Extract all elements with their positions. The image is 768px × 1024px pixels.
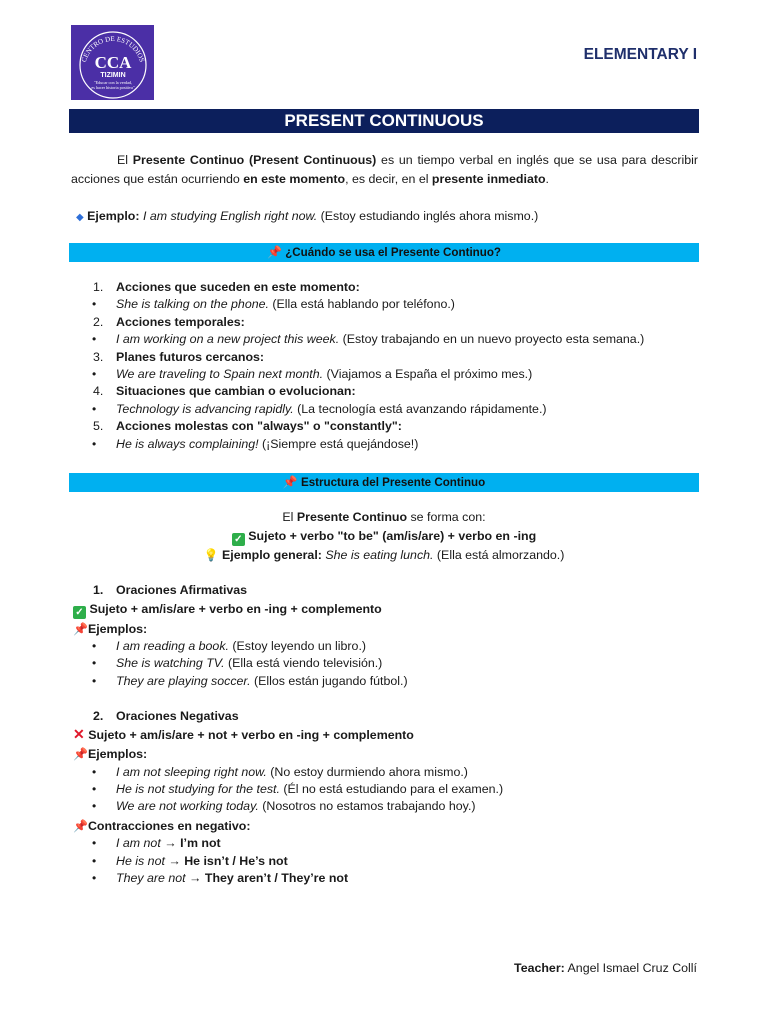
arrow-right-icon: →	[168, 854, 181, 868]
list-item: They are playing soccer. (Ellos están jugando fútbol.)	[116, 674, 408, 688]
list-item: We are not working today. (Nosotros no estamos trabajando hoy.)	[116, 799, 476, 813]
example-line: ◆ Ejemplo: I am studying English right now. (Estoy estudiando inglés ahora mismo.)	[76, 209, 539, 223]
intro-paragraph: El Presente Continuo (Present Continuous) es un tiempo verbal en inglés que se usa para describir acciones que están ocurriendo en este momento, es decir, en el presente inmediato.	[71, 153, 698, 186]
general-example: 💡 Ejemplo general: She is eating lunch. (Ella está almorzando.)	[203, 548, 565, 562]
negative-title: Oraciones Negativas	[116, 709, 239, 723]
bullet-icon: •	[92, 799, 97, 813]
check-icon: ✓	[73, 606, 86, 619]
bullet-icon: •	[92, 297, 97, 311]
list-item: She is talking on the phone. (Ella está hablando por teléfono.)	[116, 297, 455, 311]
negative-formula: ✕ Sujeto + am/is/are + not + verbo en -ing + complemento	[73, 726, 414, 742]
bullet-icon: •	[92, 402, 97, 416]
logo-motto-2: es hacer historia positiva"	[91, 85, 135, 90]
section-heading-structure: 📌 Estructura del Presente Continuo	[69, 473, 699, 492]
list-item: He is always complaining! (¡Siempre está quejándose!)	[116, 437, 419, 451]
affirmative-title: Oraciones Afirmativas	[116, 583, 248, 597]
bullet-icon: •	[92, 639, 97, 653]
list-item-title: Planes futuros cercanos:	[116, 350, 265, 364]
bullet-icon: •	[92, 854, 97, 868]
list-number: 4.	[93, 384, 104, 398]
affirmative-examples-label: 📌Ejemplos:	[73, 622, 148, 636]
bullet-icon: •	[92, 674, 97, 688]
bullet-icon: •	[92, 332, 97, 346]
cross-icon: ✕	[73, 726, 85, 742]
lightbulb-icon: 💡	[203, 548, 219, 562]
structure-formula: ✓ Sujeto + verbo "to be" (am/is/are) + verbo en -ing	[69, 528, 699, 546]
arrow-right-icon: →	[189, 871, 202, 885]
check-icon: ✓	[232, 533, 245, 546]
list-item: I am reading a book. (Estoy leyendo un libro.)	[116, 639, 367, 653]
structure-intro: El Presente Continuo se forma con:	[282, 510, 486, 524]
course-level: ELEMENTARY I	[583, 46, 697, 63]
list-item-title: Acciones que suceden en este momento:	[116, 280, 360, 294]
page-title: PRESENT CONTINUOUS	[69, 109, 699, 133]
contraction-item: He is not → He isn’t / He’s not	[116, 854, 288, 868]
section-heading-when: 📌 ¿Cuándo se usa el Presente Continuo?	[69, 243, 699, 262]
list-item: She is watching TV. (Ella está viendo televisión.)	[116, 656, 383, 670]
pushpin-icon: 📌	[73, 747, 88, 761]
list-number: 3.	[93, 350, 104, 364]
contractions-label: 📌Contracciones en negativo:	[73, 819, 251, 833]
list-number: 1.	[93, 280, 104, 294]
teacher-credit: Teacher: Angel Ismael Cruz Collí	[514, 961, 697, 975]
list-item: I am not sleeping right now. (No estoy durmiendo ahora mismo.)	[116, 765, 468, 779]
negative-examples-label: 📌Ejemplos:	[73, 747, 148, 761]
contraction-item: They are not → They aren’t / They’re not	[116, 871, 349, 885]
list-item-title: Acciones molestas con "always" o "constantly":	[116, 419, 402, 433]
bullet-icon: •	[92, 367, 97, 381]
bullet-icon: •	[92, 656, 97, 670]
list-item: I am working on a new project this week. (Estoy trabajando en un nuevo proyecto esta semana.)	[116, 332, 645, 346]
section-number: 2.	[93, 709, 104, 723]
pushpin-icon: 📌	[73, 622, 88, 636]
bullet-icon: •	[92, 782, 97, 796]
list-item-title: Situaciones que cambian o evolucionan:	[116, 384, 356, 398]
logo-initials: CCA	[94, 53, 132, 72]
school-logo	[71, 25, 154, 100]
logo-arc-text: CENTRO DE ESTUDIOS	[79, 34, 147, 64]
diamond-icon: ◆	[76, 212, 84, 223]
bullet-icon: •	[92, 437, 97, 451]
pushpin-icon: 📌	[73, 819, 88, 833]
pushpin-icon: 📌	[267, 245, 282, 259]
list-item: He is not studying for the test. (Él no está estudiando para el examen.)	[116, 782, 504, 796]
logo-city: TIZIMIN	[100, 72, 126, 79]
contraction-item: I am not → I’m not	[116, 836, 221, 850]
bullet-icon: •	[92, 871, 97, 885]
section-number: 1.	[93, 583, 104, 597]
bullet-icon: •	[92, 836, 97, 850]
list-item-title: Acciones temporales:	[116, 315, 245, 329]
arrow-right-icon: →	[164, 836, 177, 850]
affirmative-formula: ✓ Sujeto + am/is/are + verbo en -ing + complemento	[73, 601, 382, 619]
pushpin-icon: 📌	[282, 475, 298, 489]
logo-motto-1: "Educar con la verdad,	[93, 80, 133, 85]
list-number: 5.	[93, 419, 104, 433]
bullet-icon: •	[92, 765, 97, 779]
list-item: We are traveling to Spain next month. (Viajamos a España el próximo mes.)	[116, 367, 533, 381]
list-item: Technology is advancing rapidly. (La tecnología está avanzando rápidamente.)	[116, 402, 547, 416]
list-number: 2.	[93, 315, 104, 329]
